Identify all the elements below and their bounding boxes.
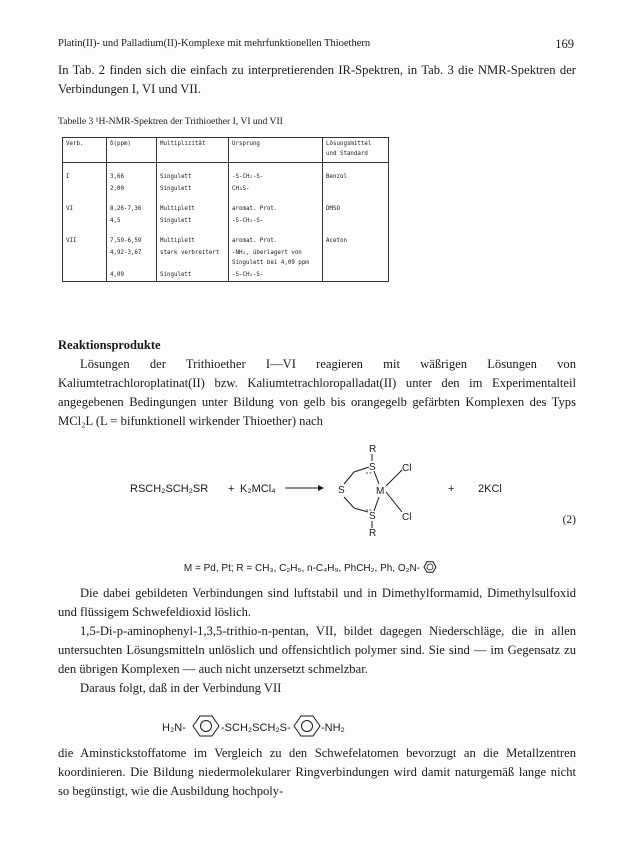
formula-left: H₂N- xyxy=(162,722,186,734)
column-header: Lösungsmittel und Standard xyxy=(323,138,389,163)
running-title: Platin(II)- und Palladium(II)-Komplexe mit mehrfunktionellen Thioethern xyxy=(58,38,371,49)
cell-solvent: DMSO xyxy=(323,203,389,215)
cell-verb: I xyxy=(63,171,107,183)
cell-solvent: Benzol xyxy=(323,171,389,183)
column-header: Ursprung xyxy=(229,138,323,163)
cell-verb: VI xyxy=(63,203,107,215)
paragraph-compound-vii: 1,5-Di-p-aminophenyl-1,3,5-trithio-n-pentan, VII, bildet dagegen Niederschläge, die in allen untersuchten Lösungsmitteln unlöslich und offensichtlich polymer sind. Sie sind — im Gegensatz zu den übrigen Komplexen — auch nicht unzersetzt schmelzbar. xyxy=(58,624,576,676)
cell-solvent xyxy=(323,269,389,282)
benzene-ring-icon xyxy=(294,716,320,736)
nmr-table xyxy=(62,137,389,282)
equation-number: (2) xyxy=(562,514,576,526)
cell-delta: 8,26-7,36 xyxy=(107,203,157,215)
column-header: Multiplizität xyxy=(157,138,229,163)
paragraph-reaction: Lösungen der Trithioether I—VI reagieren mit wäßrigen Lösungen von Kaliumtetrachloroplatinat(II) bzw. Kaliumtetrachloropalladat(II) unter den im Experimentalteil angegebenen Bedingungen unter Bildung von gelb bis orangegelb gefärbten Komplexen des Typs MCl₂L (L = bifunktionell wirkender Thioether) nach xyxy=(58,357,576,428)
table-header-row xyxy=(63,138,389,163)
cell-origin: -S-CH₂-S- xyxy=(229,171,323,183)
s-top-label: S xyxy=(369,462,376,473)
page-number: 169 xyxy=(555,37,574,51)
benzene-ring-icon xyxy=(420,560,440,574)
intro-paragraph: In Tab. 2 finden sich die einfach zu interpretierenden IR-Spektren, in Tab. 3 die NMR-Spektren der Verbindungen I, VI und VII. xyxy=(58,63,576,96)
legend-text: M = Pd, Pt; R = CH₃, C₂H₅, n-C₄H₉, PhCH₂, Ph, O₂N- xyxy=(183,563,421,574)
table-caption: Tabelle 3 ¹H-NMR-Spektren der Trithioether I, VI und VII xyxy=(58,116,283,127)
reactant-k2mcl4: K₂MCl₄ xyxy=(240,483,276,495)
cell-origin: CH₃S- xyxy=(229,183,323,195)
paragraph-solubility: Die dabei gebildeten Verbindungen sind luftstabil und in Dimethylformamid, Dimethylsulfoxid und flüssigem Schwefeldioxid löslich. xyxy=(58,586,576,619)
running-header xyxy=(58,38,574,49)
cell-solvent: Aceton xyxy=(323,235,389,247)
cell-verb xyxy=(63,247,107,269)
cell-verb xyxy=(63,215,107,227)
reaction-arrow-head xyxy=(318,485,324,491)
cell-solvent xyxy=(323,247,389,269)
s-ring-label: S xyxy=(338,485,345,496)
cell-solvent xyxy=(323,183,389,195)
table-row xyxy=(63,269,389,282)
cell-origin: aromat. Prot. xyxy=(229,235,323,247)
cell-multiplicity: Singulett xyxy=(157,215,229,227)
cell-origin: aromat. Prot. xyxy=(229,203,323,215)
cell-multiplicity: stark verbreitert xyxy=(157,247,229,269)
plus-sign: + xyxy=(228,483,235,495)
cell-origin: -NH₂, überlagert von Singulett bei 4,09 ppm xyxy=(229,247,323,269)
cl-bottom-label: Cl xyxy=(402,512,412,523)
cell-delta: 4,92-3,67 xyxy=(107,247,157,269)
cell-verb: VII xyxy=(63,235,107,247)
benzene-ring-icon xyxy=(193,716,219,736)
cell-verb xyxy=(63,183,107,195)
cell-delta: 3,66 xyxy=(107,171,157,183)
cell-multiplicity: Multiplett xyxy=(157,235,229,247)
table-row xyxy=(63,235,389,247)
cell-multiplicity: Singulett xyxy=(157,269,229,282)
cell-origin: -S-CH₂-S- xyxy=(229,215,323,227)
cl-top-label: Cl xyxy=(402,463,412,474)
scheme-legend xyxy=(0,560,624,574)
paragraph-conclusion: Daraus folgt, daß in der Verbindung VII xyxy=(80,681,282,695)
cell-multiplicity: Multiplett xyxy=(157,203,229,215)
plus-sign-2: + xyxy=(448,483,455,495)
cell-delta: 4,09 xyxy=(107,269,157,282)
paragraph-amine-coordination: die Aminstickstoffatome im Vergleich zu den Schwefelatomen bevorzugt an die Metallzentren koordinieren. Die Bildung niedermolekularer Ringverbindungen wird damit naturgemäß lange nicht so begünstigt, wie die Ausbildung hochpoly- xyxy=(58,746,576,798)
cell-verb xyxy=(63,269,107,282)
formula-middle: -SCH₂SCH₂S- xyxy=(221,722,291,734)
cell-delta: 4,5 xyxy=(107,215,157,227)
product-2kcl: 2KCl xyxy=(478,483,502,495)
table-row xyxy=(63,203,389,215)
table-row xyxy=(63,247,389,269)
cell-origin: -S-CH₂-S- xyxy=(229,269,323,282)
cell-delta: 7,59-6,59 xyxy=(107,235,157,247)
cell-solvent xyxy=(323,215,389,227)
r-top-label: R xyxy=(369,444,377,455)
section-heading: Reaktionsprodukte xyxy=(58,338,161,352)
cell-multiplicity: Singulett xyxy=(157,171,229,183)
s-bottom-label: S xyxy=(369,511,376,522)
reaction-scheme xyxy=(0,440,624,580)
formula-vii xyxy=(0,712,624,740)
cell-multiplicity: Singulett xyxy=(157,183,229,195)
formula-right: -NH₂ xyxy=(321,722,345,734)
reactant-trithioether: RSCH₂SCH₂SR xyxy=(130,483,209,495)
metal-label: M xyxy=(376,486,385,497)
table-row xyxy=(63,171,389,183)
table-row xyxy=(63,183,389,195)
column-header: δ(ppm) xyxy=(107,138,157,163)
column-header: Verb. xyxy=(63,138,107,163)
table-row xyxy=(63,215,389,227)
cell-delta: 2,00 xyxy=(107,183,157,195)
r-bottom-label: R xyxy=(369,528,377,539)
dative-bond-marks xyxy=(366,473,372,510)
